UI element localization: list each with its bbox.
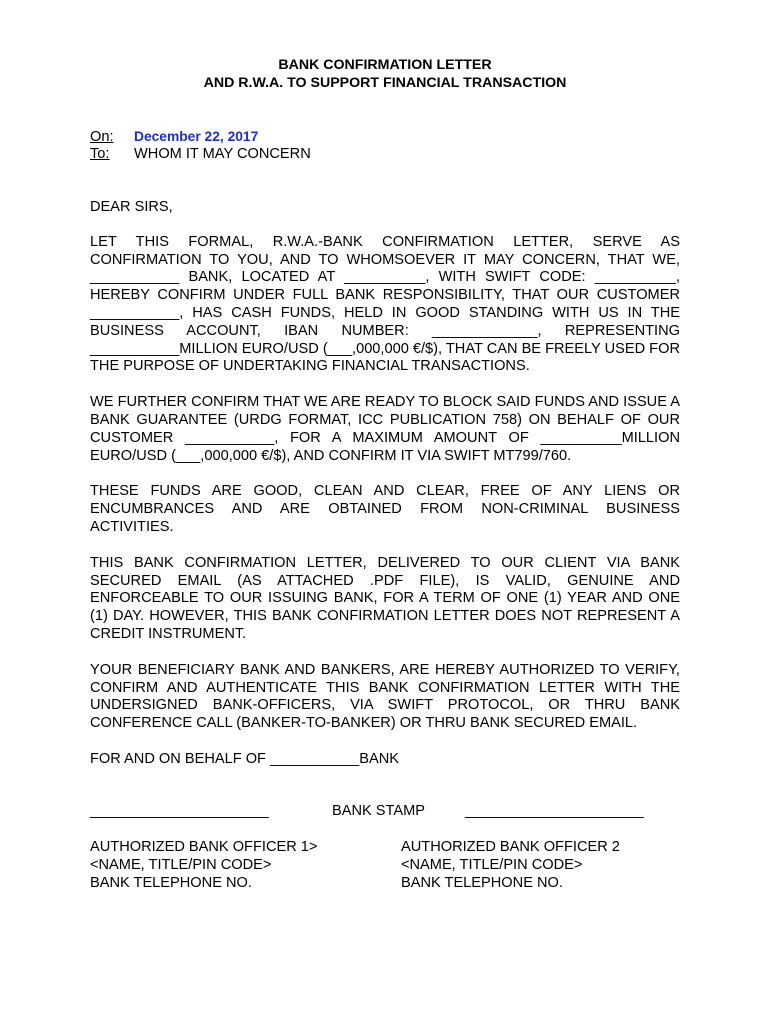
officer-2-name: <NAME, TITLE/PIN CODE>: [401, 856, 583, 873]
letter-date: December 22, 2017: [134, 129, 259, 144]
officer-2-title: AUTHORIZED BANK OFFICER 2: [401, 838, 620, 855]
recipient: WHOM IT MAY CONCERN: [134, 146, 311, 162]
signature-line-right: ______________________: [465, 802, 644, 819]
officer-2: [401, 839, 620, 893]
letter-title: [90, 56, 680, 92]
paragraph-authorization: YOUR BENEFICIARY BANK AND BANKERS, ARE HEREBY AUTHORIZED TO VERIFY, CONFIRM AND AUTHENTICATE THIS BANK CONFIRMATION LETTER WITH THE UNDERSIGNED BANK-OFFICERS, VIA SWIFT PROTOCOL, OR THRU BANK CONFERENCE CALL (BANKER-TO-BANKER) OR THRU BANK SECURED EMAIL.: [90, 661, 680, 732]
on-label: On:: [90, 129, 114, 145]
signature-row: [90, 803, 680, 821]
paragraph-guarantee: WE FURTHER CONFIRM THAT WE ARE READY TO BLOCK SAID FUNDS AND ISSUE A BANK GUARANTEE (URDG FORMAT, ICC PUBLICATION 758) ON BEHALF OF OUR CUSTOMER ___________, FOR A MAXIMUM AMOUNT OF __________MILLION EURO/USD (___,000,000 €/$), AND CONFIRM IT VIA SWIFT MT799/760.: [90, 394, 680, 464]
officer-1-title: AUTHORIZED BANK OFFICER 1>: [90, 838, 318, 855]
recipient-row: [90, 146, 680, 164]
bank-stamp-label: BANK STAMP: [332, 802, 425, 819]
date-row: [90, 128, 680, 146]
salutation: DEAR SIRS,: [90, 199, 173, 215]
letter-meta: [90, 128, 680, 164]
officer-1: [90, 839, 317, 893]
officer-1-name: <NAME, TITLE/PIN CODE>: [90, 856, 272, 873]
officer-block: [90, 839, 680, 895]
title-line-1: BANK CONFIRMATION LETTER: [278, 57, 492, 73]
signature-line-left: ______________________: [90, 802, 269, 819]
officer-1-phone: BANK TELEPHONE NO.: [90, 874, 252, 891]
officer-2-phone: BANK TELEPHONE NO.: [401, 874, 563, 891]
paragraph-funds-clean: THESE FUNDS ARE GOOD, CLEAN AND CLEAR, FREE OF ANY LIENS OR ENCUMBRANCES AND ARE OBTAINED FROM NON-CRIMINAL BUSINESS ACTIVITIES.: [90, 483, 680, 535]
on-behalf-line: FOR AND ON BEHALF OF ___________BANK: [90, 750, 400, 767]
title-line-2: AND R.W.A. TO SUPPORT FINANCIAL TRANSACTION: [203, 75, 567, 91]
paragraph-validity: THIS BANK CONFIRMATION LETTER, DELIVERED TO OUR CLIENT VIA BANK SECURED EMAIL (AS ATTACHED .PDF FILE), IS VALID, GENUINE AND ENFORCEABLE TO OUR ISSUING BANK, FOR A TERM OF ONE (1) YEAR AND ONE (1) DAY. HOWEVER, THIS BANK CONFIRMATION LETTER DOES NOT REPRESENT A CREDIT INSTRUMENT.: [90, 554, 680, 642]
to-label: To:: [90, 146, 110, 162]
paragraph-confirmation: LET THIS FORMAL, R.W.A.-BANK CONFIRMATION LETTER, SERVE AS CONFIRMATION TO YOU, AND TO WHOMSOEVER IT MAY CONCERN, THAT WE, ___________ BANK, LOCATED AT __________, WITH SWIFT CODE: __________, HEREBY CONFIRM UNDER FULL BANK RESPONSIBILITY, THAT OUR CUSTOMER ___________, HAS CASH FUNDS, HELD IN GOOD STANDING WITH US IN THE BUSINESS ACCOUNT, IBAN NUMBER: _____________, REPRESENTING ___________MILLION EURO/USD (___,000,000 €/$), THAT CAN BE FREELY USED FOR THE PURPOSE OF UNDERTAKING FINANCIAL TRANSACTIONS.: [90, 233, 680, 375]
